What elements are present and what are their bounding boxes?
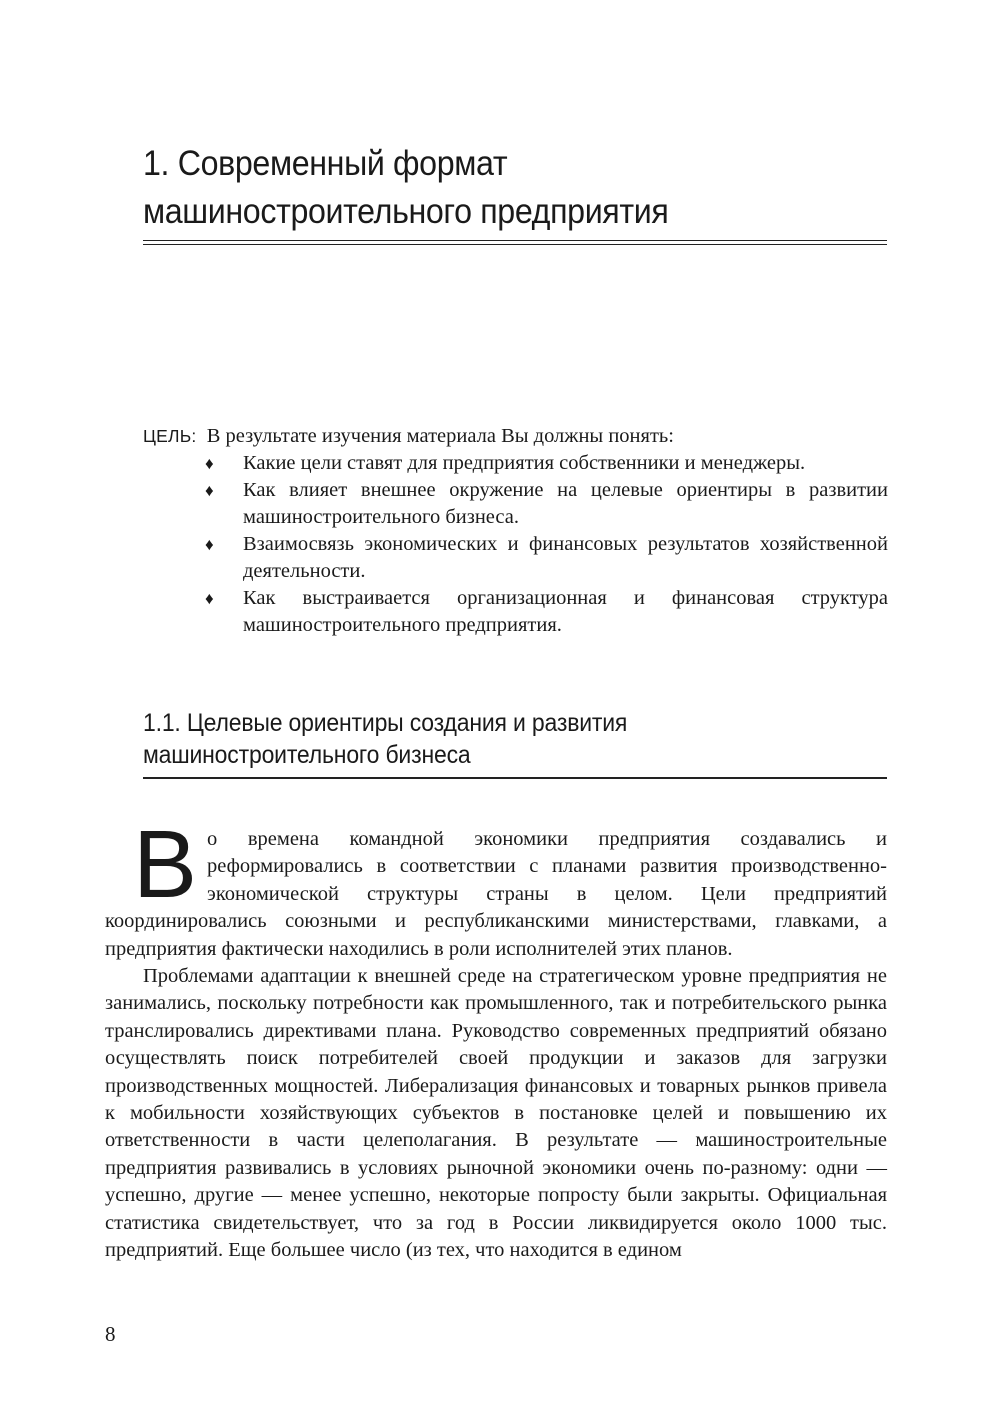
goal-list — [143, 450, 888, 639]
chapter-title-line-2: машиностроительного предприятия — [143, 192, 669, 231]
drop-cap: В — [133, 811, 198, 918]
diamond-bullet-icon: ♦ — [205, 589, 214, 608]
chapter-title-line-1: 1. Современный формат — [143, 144, 508, 183]
goal-intro: В результате изучения материала Вы должны понять: — [206, 425, 674, 447]
goal-item-text: Какие цели ставят для предприятия собственники и менеджеры. — [243, 452, 806, 474]
diamond-bullet-icon: ♦ — [205, 481, 214, 500]
section-title-line-1: 1.1. Целевые ориентиры создания и развития — [143, 709, 628, 737]
goal-label: ЦЕЛЬ: — [143, 426, 197, 446]
goal-item — [143, 531, 888, 585]
learning-goal-block — [143, 423, 888, 639]
goal-item-text: Взаимосвязь экономических и финансовых результатов хозяйственной деятельности. — [243, 533, 888, 582]
goal-item-text: Как влияет внешнее окружение на целевые ориентиры в развитии машиностроительного бизнеса. — [243, 479, 888, 528]
goal-intro-line — [143, 423, 888, 450]
goal-item-text: Как выстраивается организационная и финансовая структура машиностроительного предприятия. — [243, 587, 888, 636]
diamond-bullet-icon: ♦ — [205, 535, 214, 554]
chapter-title — [143, 140, 828, 236]
page-number: 8 — [105, 1322, 116, 1346]
body-text — [105, 811, 887, 1265]
diamond-bullet-icon: ♦ — [205, 454, 214, 473]
paragraph-1-text: о времена командной экономики предприятия создавались и реформировались в соответствии с планами развития производственно-экономической структуры страны в целом. Цели предприятий координировались союзными и республиканскими министерствами, главками, а предприятия фактически находились в роли исполнителей этих планов. — [105, 828, 887, 960]
section-rule — [143, 777, 887, 779]
goal-item — [143, 477, 888, 531]
goal-item — [143, 585, 888, 639]
section-title-line-2: машиностроительного бизнеса — [143, 741, 471, 769]
section-title — [143, 707, 828, 771]
goal-item — [143, 450, 888, 477]
chapter-double-rule — [143, 240, 887, 245]
paragraph-2: Проблемами адаптации к внешней среде на стратегическом уровне предприятия не занимались, поскольку потребности как промышленного, так и потребительского рынка транслировались директивами плана. Руководство современных предприятий обязано осуществлять поиск потребителей своей продукции и заказов для загрузки производственных мощностей. Либерализация финансовых и товарных рынков привела к мобильности хозяйствующих субъектов в постановке целей и повышению их ответственности в части целеполагания. В результате — машиностроительные предприятия развивались в условиях рыночной экономики очень по-разному: одни — успешно, другие — менее успешно, некоторые попросту были закрыты. Официальная статистика свидетельствует, что за год в России ликвидируется около 1000 тыс. предприятий. Еще большее число (из тех, что находится в едином — [105, 965, 887, 1262]
paragraph-1 — [105, 811, 887, 963]
